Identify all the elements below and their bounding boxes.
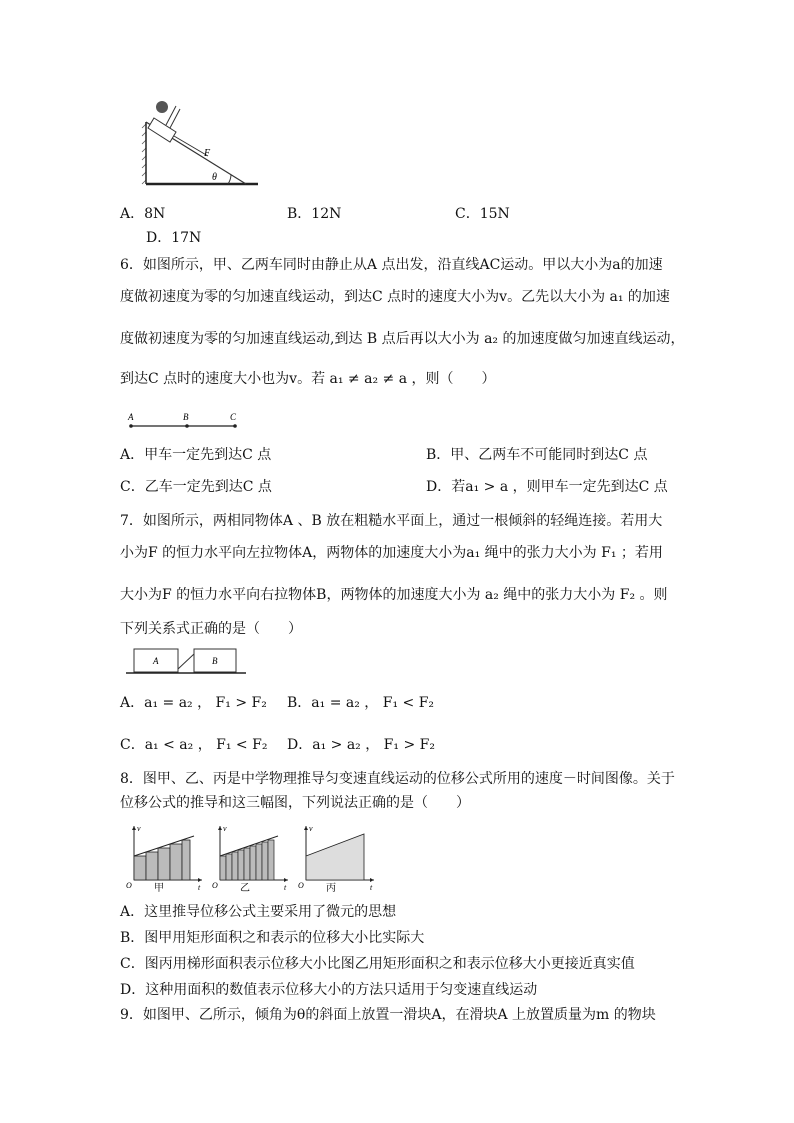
q6-text-line4: 到达C 点时的速度大小也为v。若 a₁ ≠ a₂ ≠ a ，则（ ） [120, 371, 496, 387]
axis-t-label: t [284, 883, 287, 892]
label-C: C [230, 412, 237, 422]
q7-text-line3: 大小为F 的恒力水平向右拉物体B，两物体的加速度大小为 a₂ 绳中的张力大小为 F₂ 。则 [120, 587, 668, 603]
force-arrow [174, 136, 208, 156]
vt-graph-jia [124, 822, 206, 894]
label-theta: θ [212, 172, 217, 183]
origin-label: O [126, 881, 132, 890]
q6-text-line1: 6．如图所示，甲、乙两车同时由静止从A 点出发，沿直线AC运动。甲以大小为a的加速 [120, 257, 663, 273]
q8-option-a: A．这里推导位移公式主要采用了微元的思想 [120, 904, 397, 920]
q6-option-d: D．若a₁ > a ，则甲车一定先到达C 点 [426, 479, 668, 495]
block [148, 118, 176, 142]
axis-v-label: v [137, 824, 141, 833]
block-B-label: B [212, 656, 218, 666]
q6-text-line3: 度做初速度为零的匀加速直线运动,到达 B 点后再以大小为 a₂ 的加速度做匀加速直线运动， [120, 331, 685, 347]
incline-figure [136, 98, 262, 190]
vt-graph-yi [210, 822, 292, 894]
q9-text-line1: 9．如图甲、乙所示，倾角为θ的斜面上放置一滑块A，在滑块A 上放置质量为m 的物块 [120, 1007, 656, 1023]
q5-option-a: A．8N [120, 206, 166, 222]
q7-option-a: A．a₁ = a₂ ， F₁ > F₂ [120, 695, 267, 711]
rope [178, 654, 194, 669]
q5-option-d: D．17N [146, 230, 202, 246]
q6-option-c: C．乙车一定先到达C 点 [120, 479, 272, 495]
q5-option-c: C．15N [455, 206, 510, 222]
q8-text-line1: 8．图甲、乙、丙是中学物理推导匀变速直线运动的位移公式所用的速度－时间图像。关于 [120, 771, 675, 787]
axis-v-label: v [223, 824, 227, 833]
axis-t-label: t [370, 883, 373, 892]
origin-label: O [298, 881, 304, 890]
q8-option-b: B．图甲用矩形面积之和表示的位移大小比实际大 [120, 930, 425, 946]
q8-text-line2: 位移公式的推导和这三幅图，下列说法正确的是（ ） [120, 795, 470, 811]
q7-text-line1: 7．如图所示，两相同物体A 、B 放在粗糙水平面上，通过一根倾斜的轻绳连接。若用大 [120, 513, 663, 529]
q6-text-line2: 度做初速度为零的匀加速直线运动，到达C 点时的速度大小为v。乙先以大小为 a₁ 的加速 [120, 289, 670, 305]
label-F: F [204, 148, 211, 159]
graph-caption: 甲 [154, 883, 164, 894]
graph-caption: 丙 [326, 883, 336, 894]
q8-option-c: C．图丙用梯形面积表示位移大小比图乙用矩形面积之和表示位移大小更接近真实值 [120, 956, 635, 972]
graph-caption: 乙 [240, 883, 250, 894]
q7-option-d: D．a₁ > a₂ ， F₁ > F₂ [287, 737, 435, 753]
blocks-ab-figure [124, 646, 248, 676]
abc-line-figure [126, 410, 246, 432]
q6-option-b: B．甲、乙两车不可能同时到达C 点 [426, 447, 648, 463]
q8-option-d: D．这种用面积的数值表示位移大小的方法只适用于匀变速直线运动 [120, 982, 538, 998]
ball [156, 101, 168, 113]
q7-text-line4: 下列关系式正确的是（ ） [120, 621, 302, 637]
q6-option-a: A．甲车一定先到达C 点 [120, 447, 272, 463]
axis-t-label: t [198, 883, 201, 892]
angle-arc [228, 175, 231, 184]
q5-option-b: B．12N [287, 206, 342, 222]
q7-text-line2: 小为F 的恒力水平向左拉物体A，两物体的加速度大小为a₁ 绳中的张力大小为 F₁ ；若用 [120, 545, 663, 561]
q7-option-b: B．a₁ = a₂ ， F₁ < F₂ [287, 695, 435, 711]
label-B: B [183, 412, 189, 422]
q7-option-c: C．a₁ < a₂ ， F₁ < F₂ [120, 737, 268, 753]
vt-graph-bing [296, 822, 378, 894]
axis-v-label: v [309, 824, 313, 833]
label-A: A [128, 412, 134, 422]
origin-label: O [212, 881, 218, 890]
block-A-label: A [153, 656, 159, 666]
